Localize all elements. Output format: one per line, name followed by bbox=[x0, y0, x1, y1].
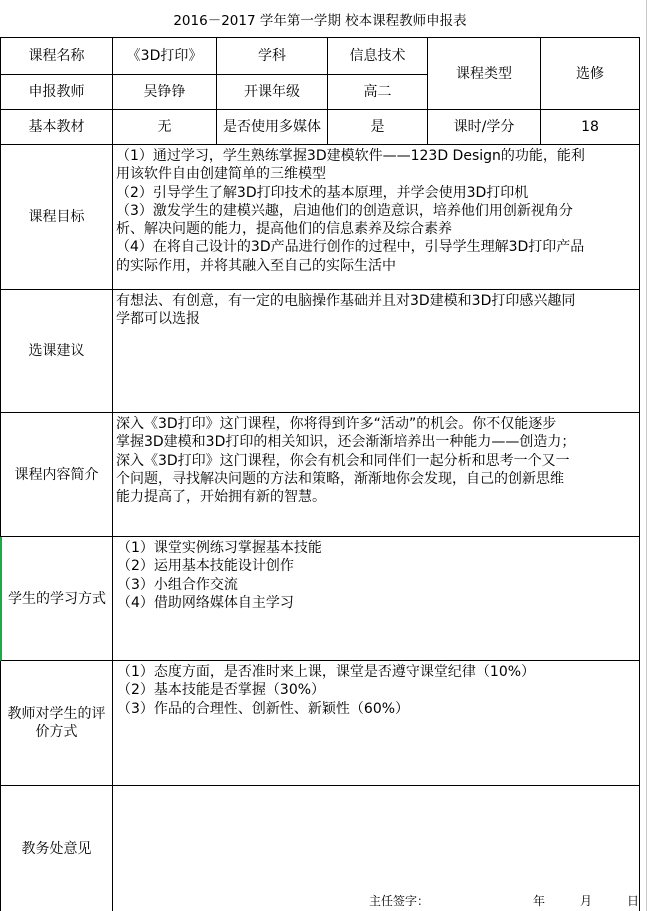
learning-item: （2）运用基本技能设计创作 bbox=[117, 558, 294, 575]
evaluation-label-line: 价方式 bbox=[35, 724, 78, 740]
applicant-label: 申报教师 bbox=[0, 75, 113, 110]
course-type-value: 选修 bbox=[541, 38, 640, 110]
textbook-label: 基本教材 bbox=[0, 110, 113, 145]
grade-label: 开课年级 bbox=[217, 75, 328, 110]
form-title: 2016－2017 学年第一学期 校本课程教师申报表 bbox=[0, 0, 640, 38]
learning-label: 学生的学习方式 bbox=[0, 537, 113, 661]
intro-content bbox=[113, 413, 640, 537]
intro-line: 个问题，寻找解决问题的方法和策略，渐渐地你会发现，自己的创新思维 bbox=[116, 470, 564, 487]
month-label: 月 bbox=[580, 894, 593, 908]
learning-item: （1）课堂实例练习掌握基本技能 bbox=[117, 540, 322, 556]
office-label: 教务处意见 bbox=[0, 786, 113, 911]
course-type-label: 课程类型 bbox=[428, 38, 541, 110]
learning-item: （3）小组合作交流 bbox=[117, 576, 238, 593]
course-name-value: 《3D打印》 bbox=[113, 38, 217, 75]
goals-content bbox=[113, 145, 640, 290]
evaluation-item: （3）作品的合理性、创新性、新颖性（60%） bbox=[117, 700, 410, 717]
advice-line: 学都可以选报 bbox=[116, 311, 200, 328]
goals-line: 用该软件自由创建简单的三维模型 bbox=[116, 166, 326, 183]
evaluation-label-line: 教师对学生的评 bbox=[7, 706, 106, 722]
goals-label: 课程目标 bbox=[0, 145, 113, 290]
learning-content bbox=[113, 537, 640, 661]
multimedia-value: 是 bbox=[328, 110, 428, 145]
evaluation-label bbox=[0, 661, 113, 786]
advice-line: 有想法、有创意，有一定的电脑操作基础并且对3D建模和3D打印感兴趣同 bbox=[116, 293, 576, 309]
intro-line: 深入《3D打印》这门课程，你将得到许多“活动”的机会。你不仅能逐步 bbox=[116, 416, 557, 432]
goals-line: 的实际作用，并将其融入至自己的实际生活中 bbox=[116, 257, 396, 274]
hours-label: 课时/学分 bbox=[428, 110, 541, 145]
grade-value: 高二 bbox=[328, 75, 428, 110]
day-label: 日 bbox=[627, 894, 640, 908]
evaluation-item: （2）基本技能是否掌握（30%） bbox=[117, 682, 326, 699]
textbook-value: 无 bbox=[113, 110, 217, 145]
intro-line: 深入《3D打印》这门课程，你会有机会和同伴们一起分析和思考一个又一 bbox=[116, 452, 570, 469]
intro-line: 掌握3D建模和3D打印的相关知识，还会渐渐培养出一种能力——创造力； bbox=[116, 434, 576, 451]
director-sign-label: 主任签字： bbox=[369, 894, 430, 908]
intro-label: 课程内容简介 bbox=[0, 413, 113, 537]
evaluation-content bbox=[113, 661, 640, 786]
subject-label: 学科 bbox=[217, 38, 328, 75]
multimedia-label: 是否使用多媒体 bbox=[217, 110, 328, 145]
applicant-value: 吴铮铮 bbox=[113, 75, 217, 110]
evaluation-item: （1）态度方面，是否准时来上课，课堂是否遵守课堂纪律（10%） bbox=[117, 664, 536, 680]
advice-content bbox=[113, 290, 640, 413]
intro-line: 能力提高了，开始拥有新的智慧。 bbox=[116, 489, 326, 506]
learning-item: （4）借助网络媒体自主学习 bbox=[117, 594, 294, 611]
goals-line: 析、解决问题的能力，提高他们的信息素养及综合素养 bbox=[116, 221, 452, 238]
hours-value: 18 bbox=[541, 110, 640, 145]
advice-label: 选课建议 bbox=[0, 290, 113, 413]
goals-line: （1）通过学习，学生熟练掌握3D建模软件——123D Design的功能，能利 bbox=[116, 148, 585, 164]
subject-value: 信息技术 bbox=[328, 38, 428, 75]
course-name-label: 课程名称 bbox=[0, 38, 113, 75]
year-label: 年 bbox=[533, 894, 546, 908]
goals-line: （3）激发学生的建模兴趣，启迪他们的创造意识，培养他们用创新视角分 bbox=[116, 202, 573, 219]
goals-line: （2）引导学生了解3D打印技术的基本原理，并学会使用3D打印机 bbox=[116, 184, 529, 201]
goals-line: （4）在将自己设计的3D产品进行创作的过程中，引导学生理解3D打印产品 bbox=[116, 239, 585, 256]
